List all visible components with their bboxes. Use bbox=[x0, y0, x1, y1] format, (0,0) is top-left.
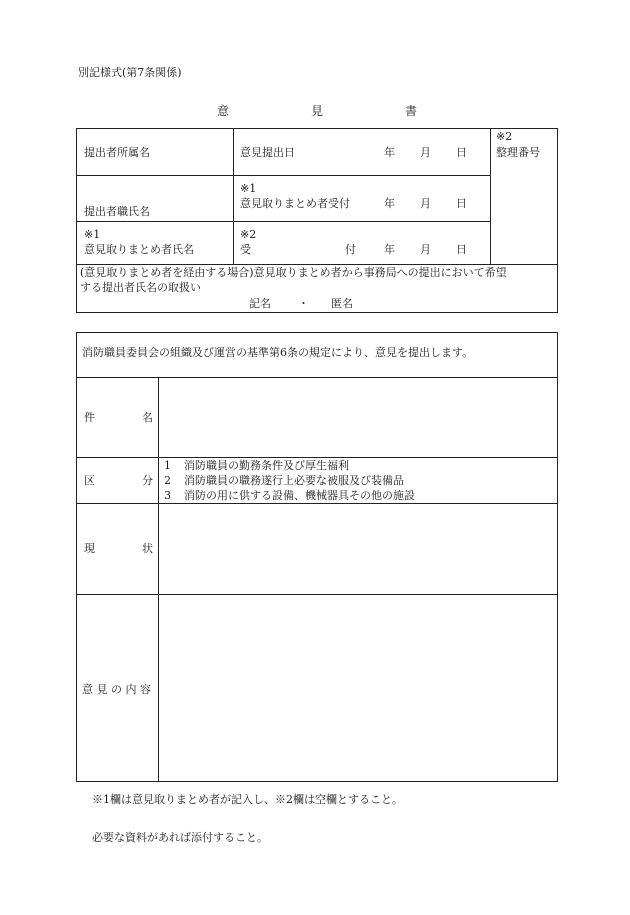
opinion-intro: 消防職員委員会の組織及び運営の基準第6条の規定により、意見を提出します。 bbox=[82, 346, 474, 359]
anonymous-option: 匿名 bbox=[331, 297, 353, 310]
date-year: 年 bbox=[384, 146, 395, 159]
acceptance-day: 日 bbox=[456, 243, 467, 256]
rank-name-label: 提出者職氏名 bbox=[84, 205, 150, 218]
subject-label-char-1: 件 bbox=[84, 411, 95, 424]
receipt-month: 月 bbox=[420, 197, 431, 210]
handling-text-line2: する提出者氏名の取扱い bbox=[80, 281, 201, 294]
date-month: 月 bbox=[420, 146, 431, 159]
title-char-1: 意 bbox=[217, 104, 230, 118]
acceptance-year: 年 bbox=[384, 243, 395, 256]
opinion-table bbox=[76, 332, 558, 782]
category-label-char-1: 区 bbox=[84, 474, 95, 487]
reg-mark: ※2 bbox=[496, 130, 513, 143]
table1-divider-v2 bbox=[490, 128, 491, 264]
receipt-day: 日 bbox=[456, 197, 467, 210]
receipt-year: 年 bbox=[384, 197, 395, 210]
note-1: ※1欄は意見取りまとめ者が記入し、※2欄は空欄とすること。 bbox=[92, 793, 403, 806]
table2-divider-h2 bbox=[76, 457, 558, 458]
table1-divider-h2 bbox=[76, 221, 490, 222]
receipt-label: 意見取りまとめ者受付 bbox=[240, 197, 350, 210]
category-label-char-2: 分 bbox=[142, 474, 153, 487]
title-char-3: 書 bbox=[405, 104, 418, 118]
title-char-2: 見 bbox=[311, 104, 324, 118]
opinion-content-label: 意 見 の 内 容 bbox=[82, 683, 151, 696]
table2-divider-v bbox=[158, 377, 159, 782]
subject-label-char-2: 名 bbox=[142, 411, 153, 424]
category-1-text: 消防職員の勤務条件及び厚生福利 bbox=[184, 459, 349, 472]
acceptance-month: 月 bbox=[420, 243, 431, 256]
acceptance-tsuke: 付 bbox=[345, 243, 356, 256]
category-2-number: 2 bbox=[164, 474, 171, 487]
table1-divider-v1 bbox=[233, 128, 234, 264]
table1-divider-h1 bbox=[76, 175, 490, 176]
category-1-number: 1 bbox=[164, 459, 171, 472]
status-label-char-1: 現 bbox=[84, 542, 95, 555]
dept-label: 提出者所属名 bbox=[84, 146, 150, 159]
reg-number-label: 整理番号 bbox=[496, 146, 540, 159]
table2-divider-h4 bbox=[76, 594, 558, 595]
acceptance-uke: 受 bbox=[240, 243, 251, 256]
table2-divider-h1 bbox=[76, 377, 558, 378]
handling-text-line1: (意見取りまとめ者を経由する場合)意見取りまとめ者から事務局への提出において希望 bbox=[80, 266, 507, 279]
category-3-text: 消防の用に供する設備、機械器具その他の施設 bbox=[184, 489, 415, 502]
submission-date-label: 意見提出日 bbox=[240, 146, 295, 159]
coordinator-mark: ※1 bbox=[84, 228, 101, 241]
category-2-text: 消防職員の職務遂行上必要な被服及び装備品 bbox=[184, 474, 404, 487]
note-2: 必要な資料があれば添付すること。 bbox=[92, 831, 268, 844]
named-option: 記名 bbox=[249, 297, 271, 310]
table1-divider-h3 bbox=[76, 264, 558, 265]
acceptance-mark: ※2 bbox=[240, 228, 257, 241]
option-separator: ・ bbox=[298, 297, 309, 310]
status-label-char-2: 状 bbox=[142, 542, 153, 555]
date-day: 日 bbox=[456, 146, 467, 159]
receipt-mark: ※1 bbox=[240, 182, 257, 195]
form-reference: 別記様式(第7条関係) bbox=[78, 66, 182, 79]
coordinator-name-label: 意見取りまとめ者氏名 bbox=[84, 243, 194, 256]
category-3-number: 3 bbox=[164, 489, 171, 502]
